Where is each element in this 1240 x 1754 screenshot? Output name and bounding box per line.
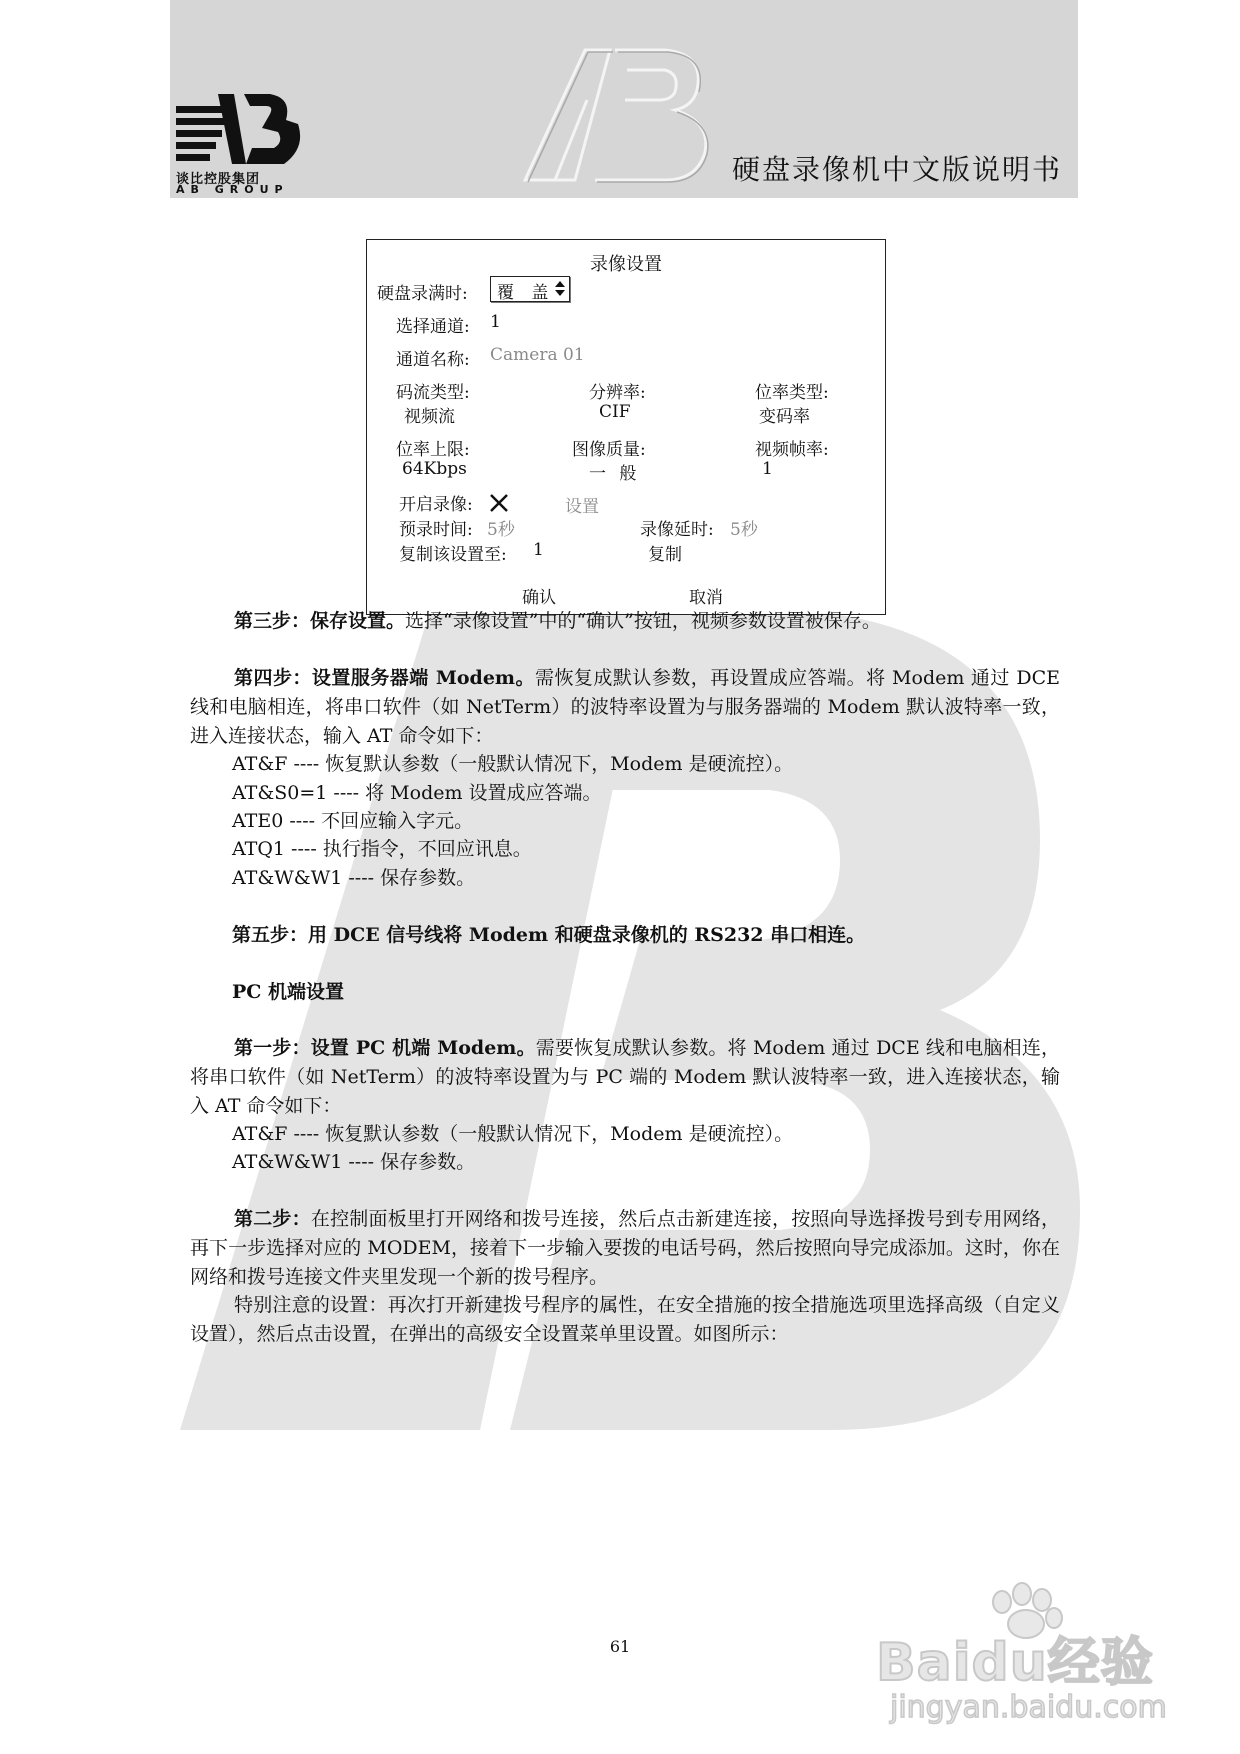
step4-heading: 第四步：设置服务器端 Modem。 (234, 667, 535, 689)
cancel-button[interactable]: 取消 (689, 588, 723, 608)
at-command-5: AT&W&W1 ---- 保存参数。 (232, 867, 476, 889)
record-settings-button[interactable]: 设置 (565, 497, 599, 517)
resolution-value[interactable]: CIF (599, 402, 631, 422)
pc-step1-heading: 第一步：设置 PC 机端 Modem。 (234, 1037, 536, 1059)
ab-embossed-logo (515, 40, 715, 190)
stream-type-label: 码流类型: (396, 383, 470, 403)
copy-button[interactable]: 复制 (648, 545, 682, 565)
resolution-label: 分辨率: (589, 383, 646, 403)
enable-record-label: 开启录像: (399, 495, 473, 515)
disk-full-label: 硬盘录满时: (377, 284, 468, 304)
page-number: 61 (609, 1637, 631, 1656)
delay-value[interactable]: 5秒 (730, 520, 758, 540)
manual-title: 硬盘录像机中文版说明书 (732, 153, 1063, 186)
bitrate-limit-value[interactable]: 64Kbps (402, 459, 467, 479)
channel-name-input[interactable]: Camera 01 (490, 345, 585, 365)
pc-at-command-1: AT&F ---- 恢复默认参数（一般默认情况下，Modem 是硬流控）。 (232, 1123, 794, 1145)
at-command-4: ATQ1 ---- 执行指令，不回应讯息。 (232, 838, 532, 860)
pc-step1-paragraph (190, 1034, 1060, 1121)
record-settings-dialog (366, 239, 886, 615)
channel-name-label: 通道名称: (396, 350, 470, 370)
framerate-value[interactable]: 1 (762, 459, 773, 479)
disk-full-select[interactable] (490, 276, 570, 302)
ok-button[interactable]: 确认 (522, 588, 556, 608)
logo-chinese-text: 谈比控股集团 (176, 172, 261, 187)
page-header (170, 0, 1078, 198)
disk-full-value: 覆 盖 (497, 283, 555, 303)
pc-step2-text: 在控制面板里打开网络和拨号连接，然后点击新建连接，按照向导选择拨号到专用网络，再下一步选择对应的 MODEM，接着下一步输入要拨的电话号码，然后按照向导完成添加。这时，你在网络和拨号连接文件夹里发现一个新的拨号程序。 (190, 1208, 1060, 1288)
at-command-3: ATE0 ---- 不回应输入字元。 (232, 810, 474, 832)
quality-label: 图像质量: (572, 440, 646, 460)
copy-to-value[interactable]: 1 (533, 540, 544, 560)
bitrate-limit-label: 位率上限: (396, 440, 470, 460)
pc-step2-heading: 第二步： (234, 1208, 311, 1230)
pc-step2-paragraph (190, 1205, 1060, 1292)
step3-paragraph (190, 607, 1060, 636)
delay-label: 录像延时: (640, 520, 714, 540)
note-paragraph: 特别注意的设置：再次打开新建拨号程序的属性，在安全措施的按全措施选项里选择高级（自定义设置），然后点击设置，在弹出的高级安全设置菜单里设置。如图所示： (190, 1294, 1060, 1345)
baidu-jingyan-logo-text: Baidu经验 (876, 1633, 1154, 1693)
enable-record-checkbox-x-icon[interactable] (488, 492, 510, 514)
copy-to-label: 复制该设置至: (399, 545, 507, 565)
framerate-label: 视频帧率: (755, 440, 829, 460)
logo-english-text: AB GROUP (176, 183, 289, 196)
step4-paragraph (190, 664, 1060, 751)
at-command-1: AT&F ---- 恢复默认参数（一般默认情况下，Modem 是硬流控）。 (232, 753, 794, 775)
step3-text: 选择“录像设置”中的“确认”按钮，视频参数设置被保存。 (405, 610, 881, 632)
quality-value[interactable]: 一 般 (589, 464, 641, 484)
dialog-title: 录像设置 (590, 254, 662, 275)
pc-step1-text: 需要恢复成默认参数。将 Modem 通过 DCE 线和电脑相连，将串口软件（如 NetTerm）的波特率设置为与 PC 端的 Modem 默认波特率一致，进入连接状态，输入 AT 命令如下： (190, 1037, 1060, 1117)
step5-paragraph: 第五步：用 DCE 信号线将 Modem 和硬盘录像机的 RS232 串口相连。 (232, 924, 866, 946)
select-updown-icon (554, 280, 566, 298)
prerecord-value[interactable]: 5秒 (487, 520, 515, 540)
prerecord-label: 预录时间: (399, 520, 473, 540)
channel-label: 选择通道: (396, 317, 470, 337)
step3-heading: 第三步：保存设置。 (234, 610, 406, 632)
pc-setup-heading: PC 机端设置 (232, 981, 345, 1003)
baidu-jingyan-url: jingyan.baidu.com (890, 1690, 1167, 1725)
bitrate-type-label: 位率类型: (755, 383, 829, 403)
channel-value[interactable]: 1 (490, 312, 501, 332)
step4-text: 需恢复成默认参数，再设置成应答端。将 Modem 通过 DCE 线和电脑相连，将串口软件（如 NetTerm）的波特率设置为与服务器端的 Modem 默认波特率一致，进入连接状态，输入 AT 命令如下： (190, 667, 1060, 747)
at-command-2: AT&S0=1 ---- 将 Modem 设置成应答端。 (232, 782, 602, 804)
stream-type-value[interactable]: 视频流 (404, 407, 455, 427)
bitrate-type-value[interactable]: 变码率 (759, 407, 810, 427)
pc-at-command-2: AT&W&W1 ---- 保存参数。 (232, 1151, 476, 1173)
